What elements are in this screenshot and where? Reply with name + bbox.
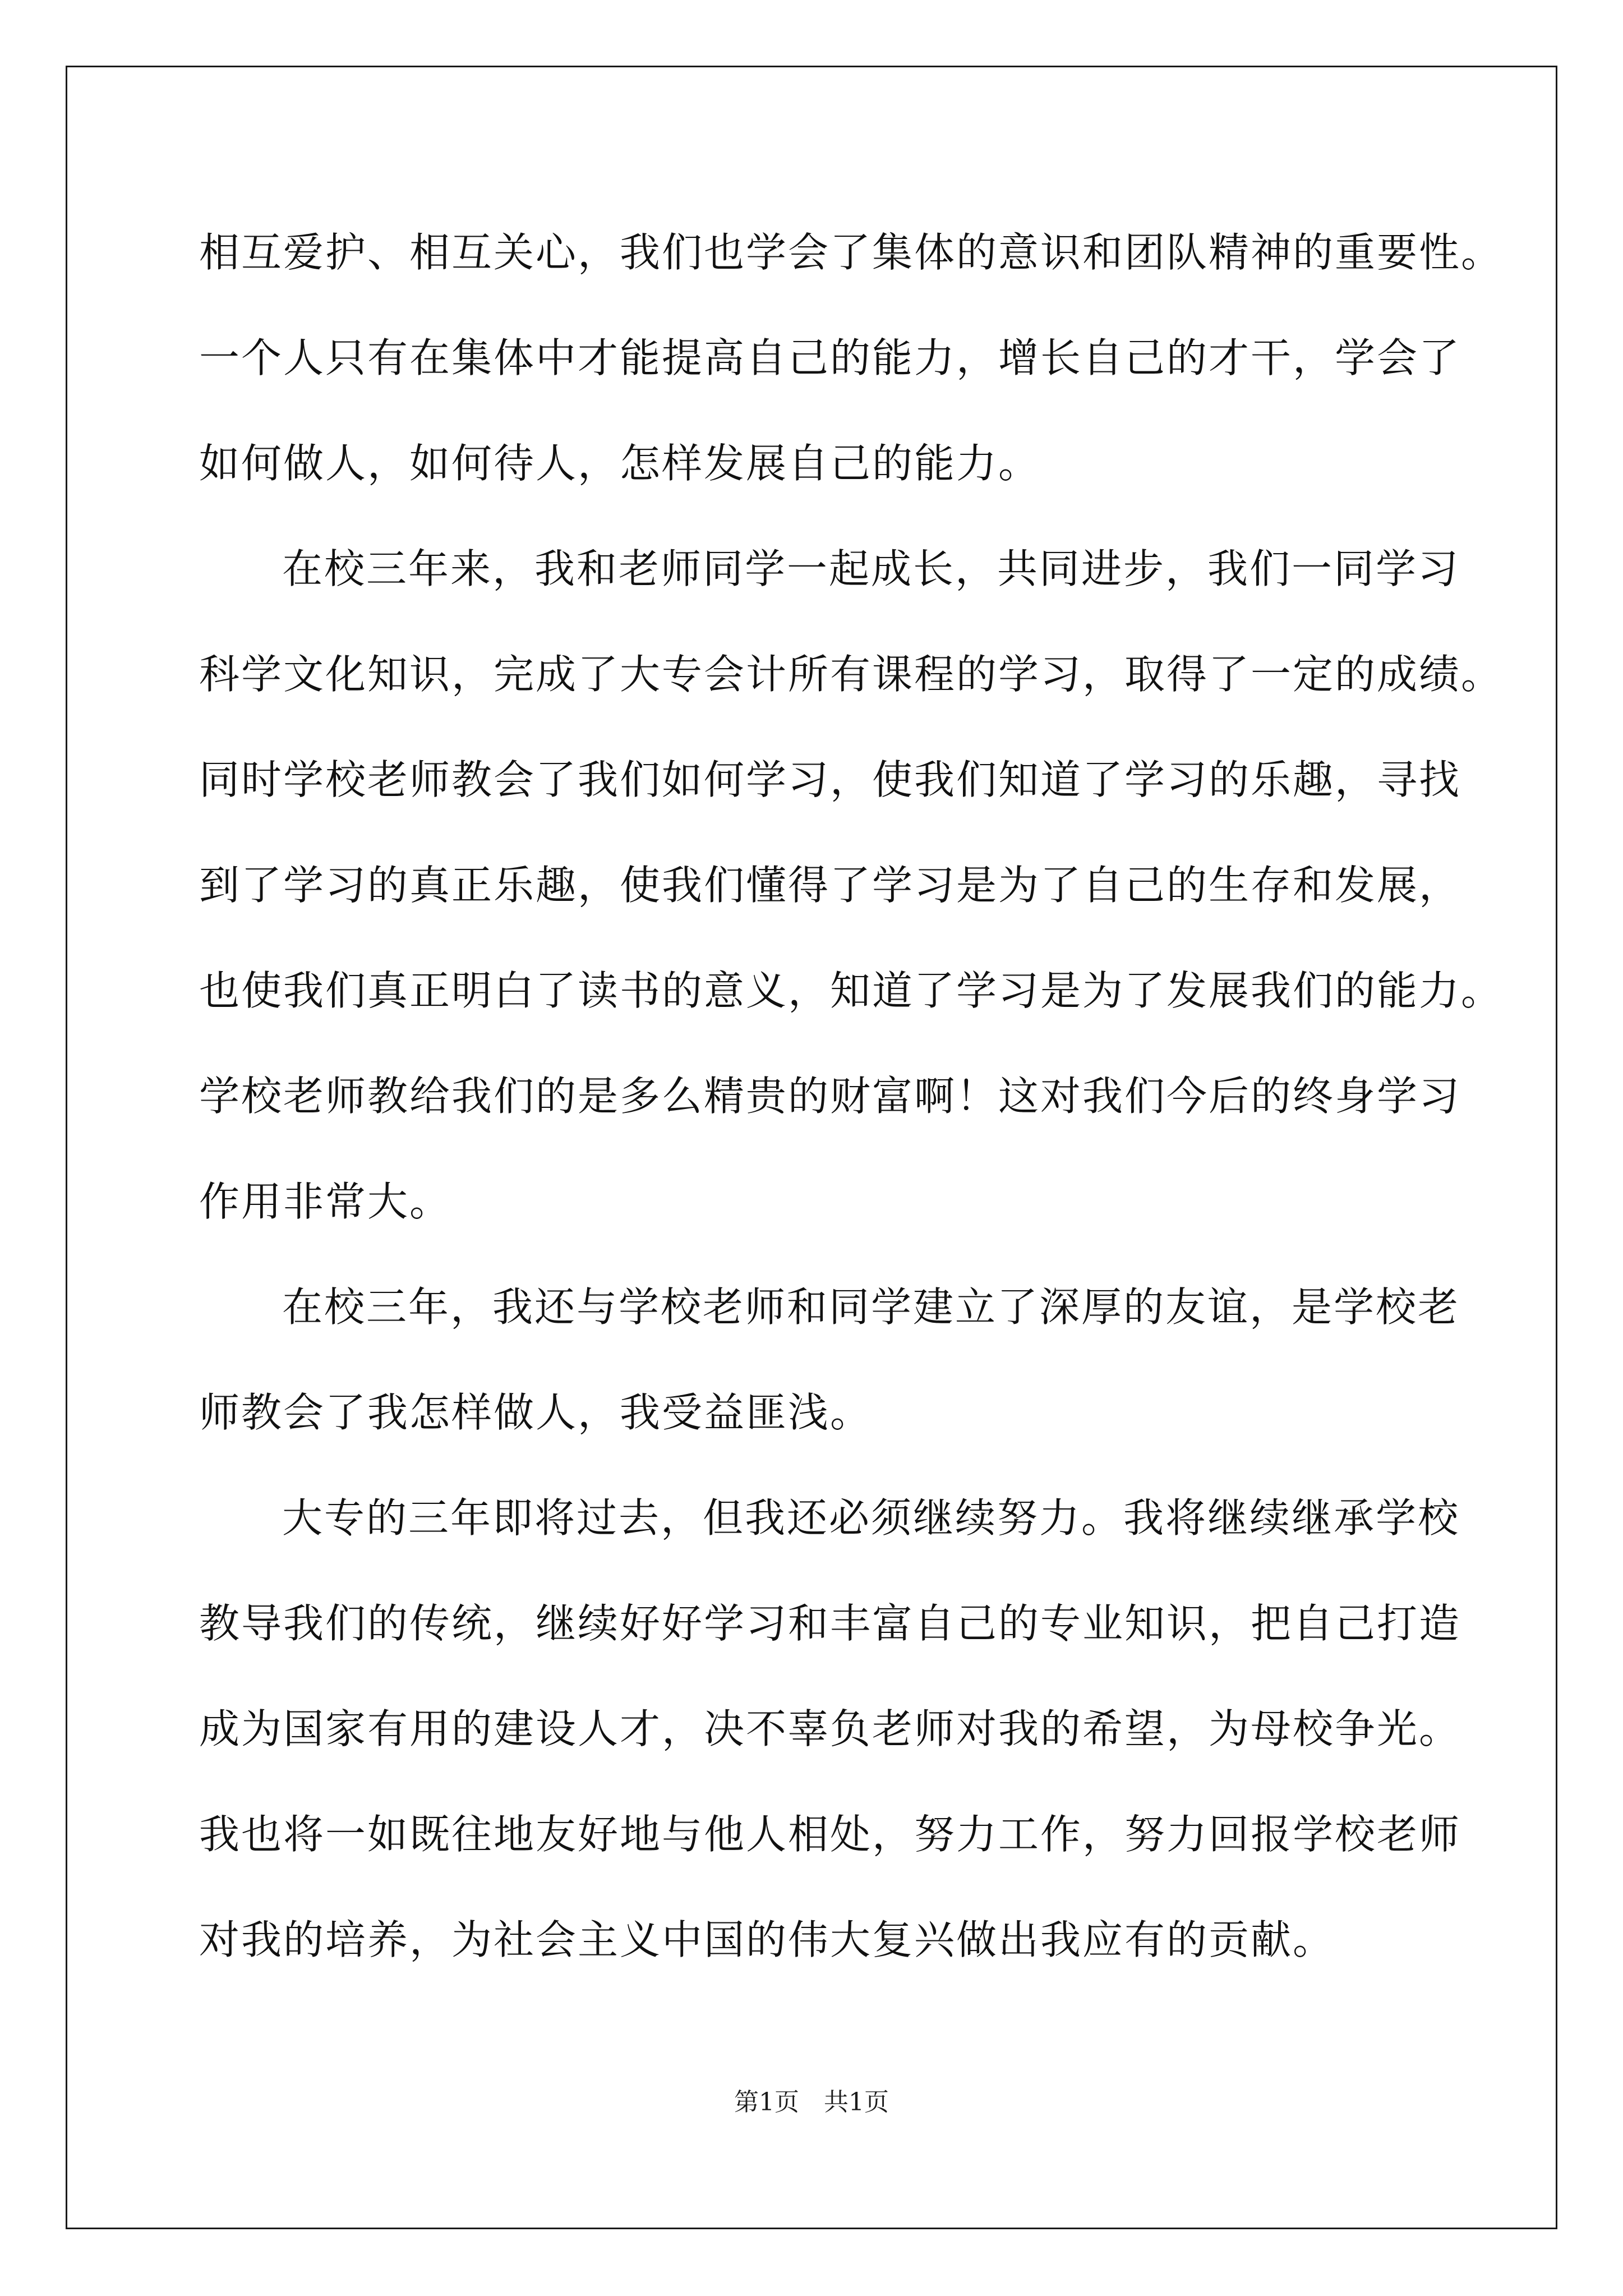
text-line: 如何做人，如何待人，怎样发展自己的能力。 — [199, 440, 1041, 487]
paragraph-first-line: 在校三年，我还与学校老师和同学建立了深厚的友谊，是学校老 — [282, 1283, 1460, 1331]
paragraph-first-line: 大专的三年即将过去，但我还必须继续努力。我将继续继承学校 — [282, 1494, 1460, 1542]
text-line: 师教会了我怎样做人，我受益匪浅。 — [199, 1389, 873, 1436]
page-number-total: 共1页 — [824, 2088, 889, 2116]
text-line: 成为国家有用的建设人才，决不辜负老师对我的希望，为母校争光。 — [199, 1705, 1461, 1752]
text-line: 对我的培养，为社会主义中国的伟大复兴做出我应有的贡献。 — [199, 1916, 1335, 1963]
text-line: 作用非常大。 — [199, 1178, 452, 1225]
text-line: 也使我们真正明白了读书的意义，知道了学习是为了发展我们的能力。 — [199, 967, 1504, 1014]
text-line: 教导我们的传统，继续好好学习和丰富自己的专业知识，把自己打造 — [199, 1600, 1461, 1647]
text-line: 学校老师教给我们的是多么精贵的财富啊！这对我们今后的终身学习 — [199, 1073, 1461, 1120]
text-line: 同时学校老师教会了我们如何学习，使我们知道了学习的乐趣，寻找 — [199, 756, 1461, 803]
document-body — [199, 216, 1504, 2009]
text-line: 相互爱护、相互关心，我们也学会了集体的意识和团队精神的重要性。 — [199, 229, 1504, 276]
text-line: 一个人只有在集体中才能提高自己的能力，增长自己的才干，学会了 — [199, 334, 1461, 381]
paragraph-first-line: 在校三年来，我和老师同学一起成长，共同进步，我们一同学习 — [282, 545, 1460, 592]
text-line: 我也将一如既往地友好地与他人相处，努力工作，努力回报学校老师 — [199, 1811, 1461, 1858]
text-line: 科学文化知识，完成了大专会计所有课程的学习，取得了一定的成绩。 — [199, 651, 1504, 698]
page-number-current: 第1页 — [734, 2088, 799, 2116]
page-footer — [0, 2086, 1623, 2119]
text-line: 到了学习的真正乐趣，使我们懂得了学习是为了自己的生存和发展， — [199, 862, 1461, 909]
